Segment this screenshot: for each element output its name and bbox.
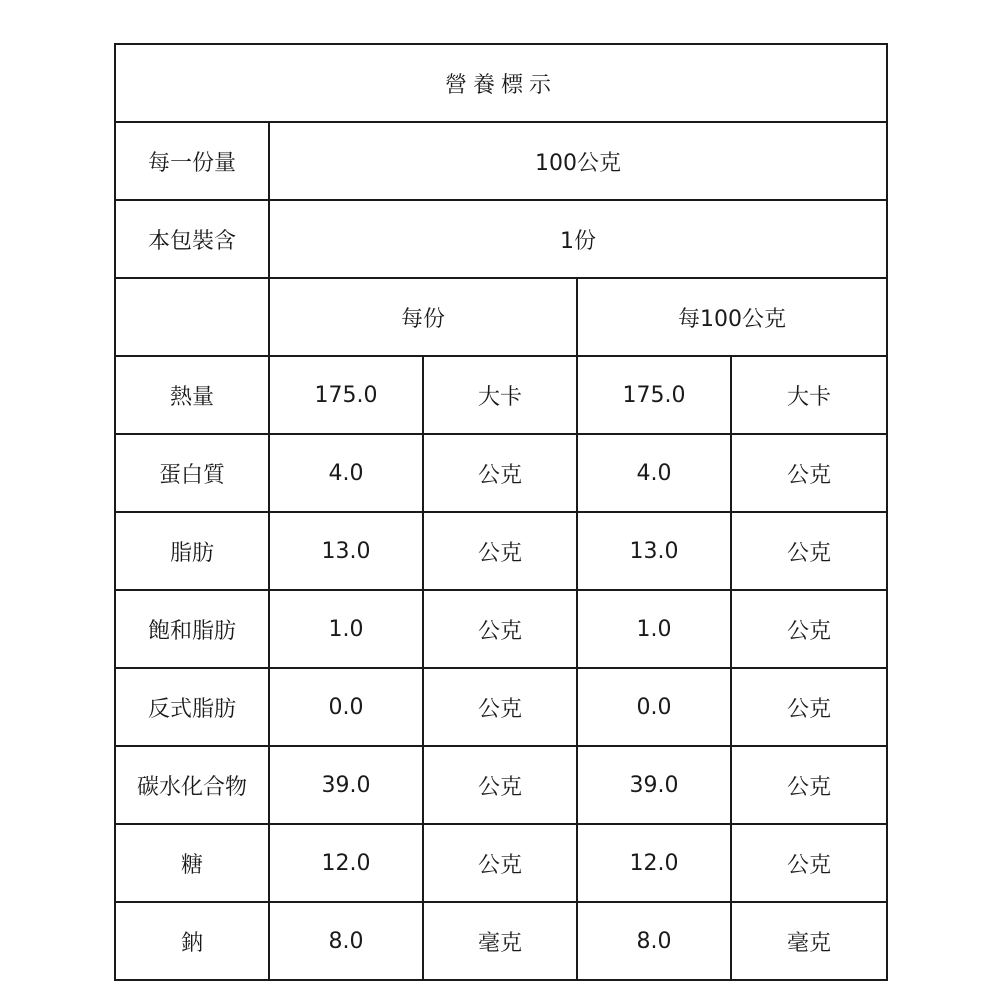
nutrient-name: 糖 (115, 824, 269, 902)
per-serving-unit: 公克 (423, 668, 577, 746)
per-serving-unit: 毫克 (423, 902, 577, 980)
serving-size-row (115, 122, 887, 200)
per-serving-value: 8.0 (269, 902, 423, 980)
per-100g-unit: 公克 (731, 512, 887, 590)
per-100g-unit: 公克 (731, 824, 887, 902)
per-100g-unit: 公克 (731, 590, 887, 668)
per-serving-value: 175.0 (269, 356, 423, 434)
serving-size-value: 100公克 (269, 122, 887, 200)
per-100g-value: 1.0 (577, 590, 731, 668)
per-100g-value: 175.0 (577, 356, 731, 434)
nutrient-row (115, 668, 887, 746)
per-serving-value: 1.0 (269, 590, 423, 668)
nutrient-row (115, 512, 887, 590)
nutrient-row (115, 590, 887, 668)
table-title: 營養標示 (115, 44, 887, 122)
title-row (115, 44, 887, 122)
per-100g-unit: 公克 (731, 668, 887, 746)
per-100g-unit: 公克 (731, 746, 887, 824)
per-serving-value: 0.0 (269, 668, 423, 746)
per-serving-unit: 公克 (423, 590, 577, 668)
per-100g-value: 12.0 (577, 824, 731, 902)
per-serving-unit: 公克 (423, 512, 577, 590)
per-100g-unit: 大卡 (731, 356, 887, 434)
serving-size-label: 每一份量 (115, 122, 269, 200)
per-serving-unit: 公克 (423, 824, 577, 902)
nutrient-name: 蛋白質 (115, 434, 269, 512)
nutrient-name: 熱量 (115, 356, 269, 434)
nutrient-name: 碳水化合物 (115, 746, 269, 824)
per-serving-value: 39.0 (269, 746, 423, 824)
nutrient-name: 脂肪 (115, 512, 269, 590)
per-serving-value: 13.0 (269, 512, 423, 590)
nutrient-row (115, 824, 887, 902)
header-blank-cell (115, 278, 269, 356)
per-100g-value: 8.0 (577, 902, 731, 980)
servings-per-package-value: 1份 (269, 200, 887, 278)
per-100g-value: 4.0 (577, 434, 731, 512)
per-100g-unit: 公克 (731, 434, 887, 512)
nutrient-row (115, 746, 887, 824)
per-serving-unit: 公克 (423, 434, 577, 512)
per-serving-unit: 公克 (423, 746, 577, 824)
per-100g-value: 39.0 (577, 746, 731, 824)
servings-per-package-label: 本包裝含 (115, 200, 269, 278)
per-serving-value: 12.0 (269, 824, 423, 902)
servings-per-package-row (115, 200, 887, 278)
per-100g-unit: 毫克 (731, 902, 887, 980)
nutrient-row (115, 902, 887, 980)
per-100g-value: 13.0 (577, 512, 731, 590)
nutrient-name: 飽和脂肪 (115, 590, 269, 668)
nutrient-name: 鈉 (115, 902, 269, 980)
nutrient-row (115, 434, 887, 512)
nutrition-facts-table (114, 43, 888, 981)
per-100g-value: 0.0 (577, 668, 731, 746)
nutrient-name: 反式脂肪 (115, 668, 269, 746)
per-serving-unit: 大卡 (423, 356, 577, 434)
header-per-100g: 每100公克 (577, 278, 887, 356)
header-per-serving: 每份 (269, 278, 577, 356)
column-header-row (115, 278, 887, 356)
nutrient-row (115, 356, 887, 434)
per-serving-value: 4.0 (269, 434, 423, 512)
